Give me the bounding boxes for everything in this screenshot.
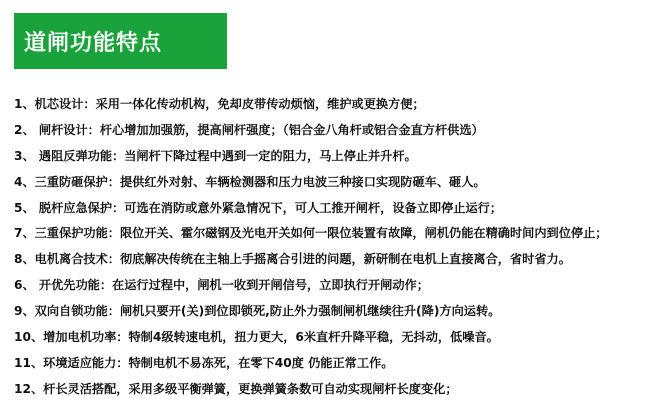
feature-item-5: 5、 脱杆应急保护：可选在消防或意外紧急情况下，可人工推开闸杆，设备立即停止运行； [14,200,503,215]
feature-item-11: 11、环境适应能力：特制电机不易冻死，在零下40度 仍能正常工作。 [14,355,394,370]
feature-item-1: 1、机芯设计：采用一体化传动机构，免却皮带传动烦恼，维护或更换方便； [14,97,425,111]
feature-item-9: 9、双向自锁功能：闸机只要开(关)到位即锁死,防止外力强制闸机继续往升(降)方向运转。 [14,304,501,319]
feature-item-6: 6、 开优先功能：在运行过程中，闸机一收到开闸信号，立即执行开闸动作； [14,278,429,293]
feature-item-2: 2、 闸杆设计：杆心增加加强筋，提高闸杆强度；（铝合金八角杆或铝合金直方杆供选） [14,122,484,137]
page-title: 道闸功能特点 [24,30,163,56]
feature-item-10: 10、增加电机功率：特制4级转速电机，扭力更大，6米直杆升降平稳，无抖动，低噪音。 [14,330,499,345]
feature-item-4: 4、三重防砸保护：提供红外对射、车辆检测器和压力电波三种接口实现防砸车、砸人。 [14,174,486,189]
feature-list [14,92,644,403]
feature-item-8: 8、电机离合技术：彻底解决传统在主轴上手摇离合引进的问题，新研制在电机上直接离合，省时省力。 [14,252,571,267]
feature-item-7: 7、三重保护功能：限位开关、霍尔磁钢及光电开关如何一限位装置有故障，闸机仍能在精确时间内到位停止； [14,226,608,241]
title-banner [14,13,227,69]
feature-item-12: 12、杆长灵活搭配，采用多级平衡弹簧，更换弹簧条数可自动实现闸杆长度变化； [14,381,458,396]
feature-item-3: 3、 遇阻反弹功能：当闸杆下降过程中遇到一定的阻力，马上停止并升杆。 [14,148,417,163]
